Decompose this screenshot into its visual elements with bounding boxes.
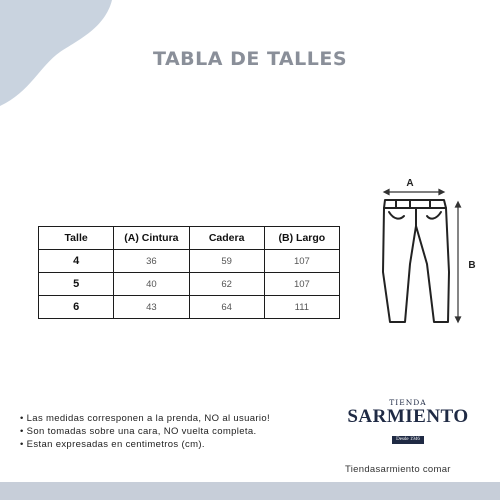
cell-cintura: 36 [114, 250, 189, 273]
brand-logo [346, 398, 470, 445]
note-item: • Estan expresadas en centimetros (cm). [20, 438, 270, 451]
note-item: • Las medidas corresponen a la prenda, NO al usuario! [20, 412, 270, 425]
cell-cintura: 43 [114, 296, 189, 319]
header-cadera: Cadera [189, 227, 264, 250]
cell-cadera: 62 [189, 273, 264, 296]
table-header-row [39, 227, 340, 250]
notes-list [20, 412, 270, 451]
header-talle: Talle [39, 227, 114, 250]
cell-cintura: 40 [114, 273, 189, 296]
cell-cadera: 59 [189, 250, 264, 273]
page-title: TABLA DE TALLES [152, 48, 348, 70]
size-table [38, 226, 340, 319]
width-arrow [384, 190, 444, 195]
header-cintura: (A) Cintura [114, 227, 189, 250]
cell-largo: 111 [264, 296, 339, 319]
logo-top-text: TIENDA [389, 398, 427, 407]
table-row [39, 250, 340, 273]
logo-band-text: Desde 1946 [392, 436, 424, 444]
length-arrow [456, 202, 461, 322]
table-row [39, 273, 340, 296]
pants-icon [383, 200, 449, 322]
footer-band [0, 482, 500, 500]
cell-talle: 4 [39, 250, 114, 273]
header-largo: (B) Largo [264, 227, 339, 250]
label-b: B [468, 260, 476, 271]
label-a: A [406, 178, 414, 189]
cell-talle: 5 [39, 273, 114, 296]
note-item: • Son tomadas sobre una cara, NO vuelta completa. [20, 425, 270, 438]
pants-diagram [372, 172, 482, 332]
table-row [39, 296, 340, 319]
cell-cadera: 64 [189, 296, 264, 319]
cell-largo: 107 [264, 250, 339, 273]
cell-largo: 107 [264, 273, 339, 296]
website-text: Tiendasarmiento comar [345, 464, 451, 475]
logo-main-text: SARMIENTO [347, 406, 469, 427]
cell-talle: 6 [39, 296, 114, 319]
